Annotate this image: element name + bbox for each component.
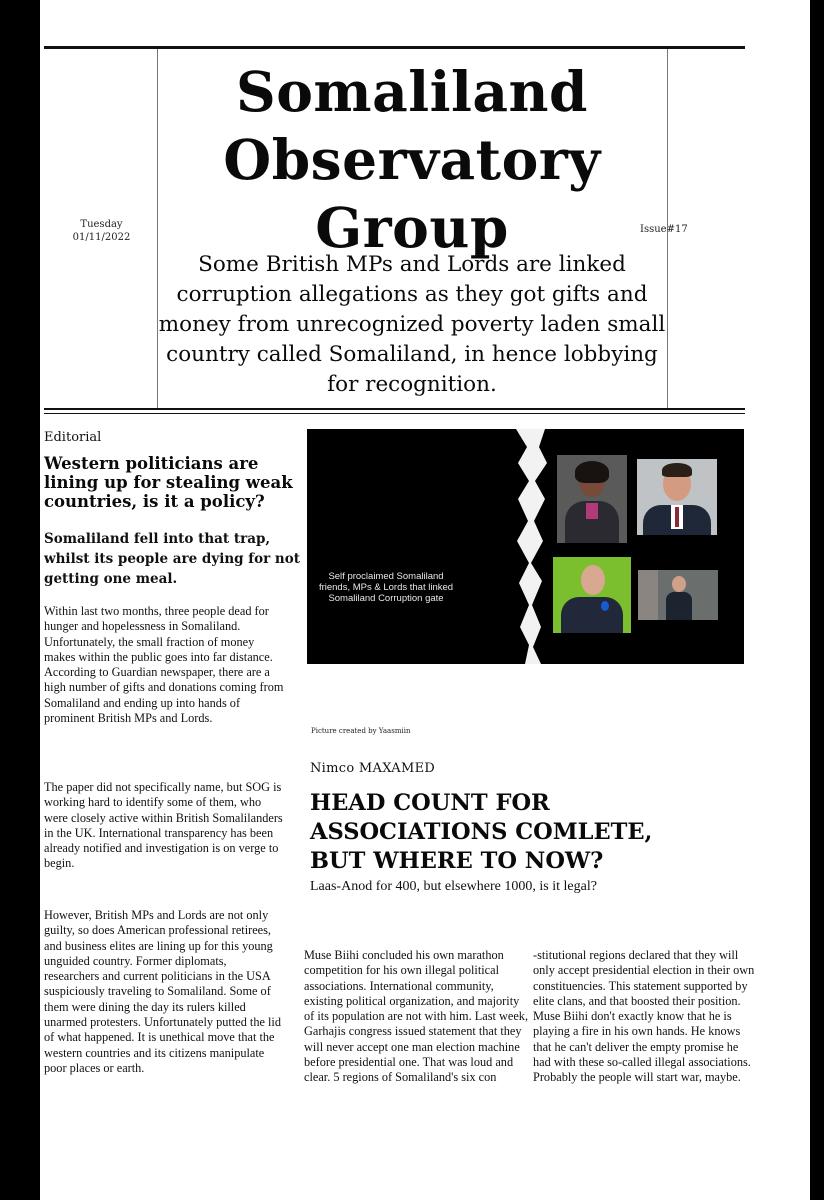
editorial-paragraph: Within last two months, three people dead for hunger and hopelessness in Somaliland. Unfortunately, the small fraction of money makes within the public goes into far distance. According to Guardian newspaper, there are a high number of gifts and donations coming from Somaliland and ending up into hands of prominent British MPs and Lords. <box>44 604 284 726</box>
picture-credit: Picture created by Yaasmiin <box>311 727 411 735</box>
masthead-top-rule <box>44 46 745 49</box>
portrait-photo <box>637 459 717 535</box>
masthead-title <box>157 58 667 262</box>
portrait-photo <box>557 455 627 543</box>
article-column-1: Muse Biihi concluded his own marathon competition for his own illegal political associations. International community, existing political organization, and majority of its population are not with him. Last week, Garhajis congress issued statement that they will never accept one man election machine before presidential one. That was loud and clear. 5 regions of Somaliland's six con <box>304 948 529 1085</box>
article-byline: Nimco MAXAMED <box>310 761 436 776</box>
masthead-bottom-rule-thin <box>44 413 745 414</box>
section-label: Editorial <box>44 430 102 445</box>
editorial-subheadline: Somaliland fell into that trap, whilst its people are dying for not getting one meal. <box>44 531 300 587</box>
date-day: Tuesday <box>80 219 123 230</box>
editorial-paragraph: However, British MPs and Lords are not only guilty, so does American professional retirees, and business elites are lining up for this young unguided country. Former diplomats, researchers and current politicians in the USA suspiciously traveling to Somaliland. Some of them were dining the day its rulers killed unarmed protesters. Unfortunately putted the lid of what happened. It is unethical move that the western countries and its citizens manipulate poor places or earth. <box>44 908 281 1075</box>
portrait-photo <box>553 557 631 633</box>
masthead-title-line: Somaliland <box>236 59 588 124</box>
article-headline <box>310 789 730 876</box>
issue-date <box>44 218 159 244</box>
masthead-title-line: Group <box>315 195 509 260</box>
article-headline-line: ASSOCIATIONS COMLETE, <box>310 819 653 845</box>
date-value: 01/11/2022 <box>72 232 131 243</box>
article-deck: Laas-Anod for 400, but elsewhere 1000, is it legal? <box>310 879 597 894</box>
masthead-title-line: Observatory <box>223 127 601 192</box>
editorial-paragraph: The paper did not specifically name, but SOG is working hard to identify some of them, who were closely active within British Somalilanders in the UK. International transparency has been already notified and investigation is on verge to begin. <box>44 780 283 871</box>
portrait-photo <box>638 570 718 620</box>
masthead-bottom-rule <box>44 408 745 410</box>
issue-number: Issue#17 <box>640 224 688 235</box>
editorial-headline: Western politicians are lining up for stealing weak countries, is it a policy? <box>44 454 293 511</box>
photo-caption: Self proclaimed Somaliland friends, MPs & Lords that linked Somaliland Corruption gate <box>318 571 454 604</box>
masthead-subheadline: Some British MPs and Lords are linked corruption allegations as they got gifts and money from unrecognized poverty laden small country called Somaliland, in hence lobbying for recognition. <box>158 252 666 397</box>
article-column-2: -stitutional regions declared that they will only accept presidential election in their own constituencies. This statement supported by elite clans, and that boosted their position. Muse Biihi don't exactly know that he is playing a fire in his own hands. He knows that he can't deliver the empty promise he had with these so-called illegal associations. Probably the people will start war, maybe. <box>533 948 755 1085</box>
article-headline-line: BUT WHERE TO NOW? <box>310 848 604 874</box>
article-headline-line: HEAD COUNT FOR <box>310 790 550 816</box>
